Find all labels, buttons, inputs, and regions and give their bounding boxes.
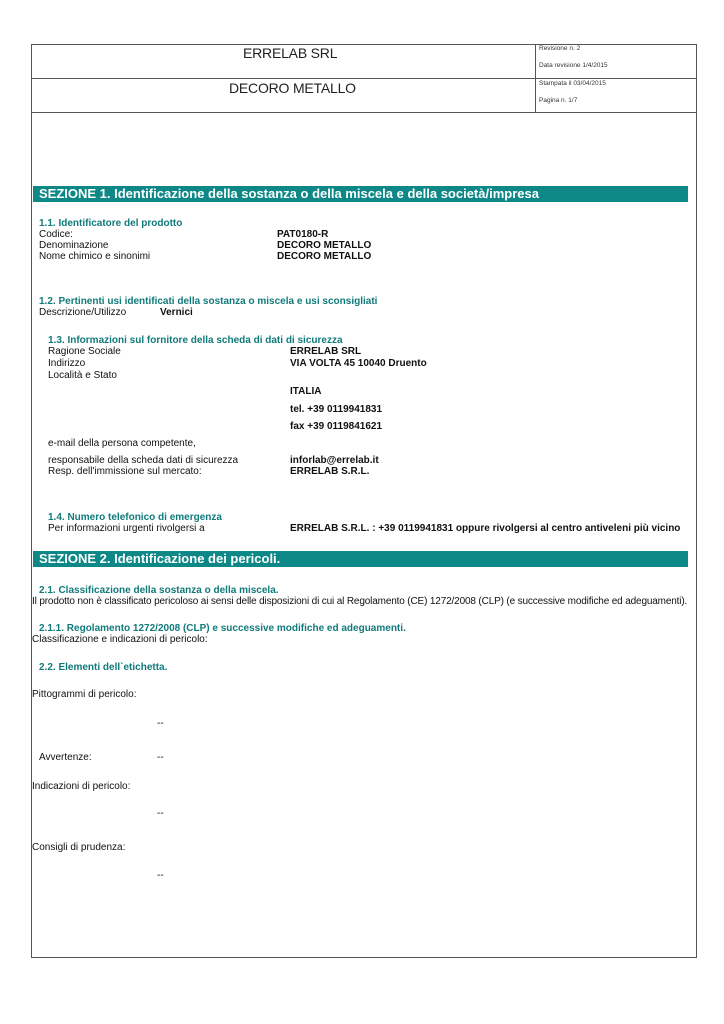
ragione-sociale-label: Ragione Sociale bbox=[48, 346, 121, 357]
indicazioni-value: -- bbox=[157, 808, 164, 819]
section-2-1-1-heading: 2.1.1. Regolamento 1272/2008 (CLP) e successive modifiche ed adeguamenti. bbox=[39, 623, 406, 634]
ragione-sociale-value: ERRELAB SRL bbox=[290, 346, 362, 357]
section-1-3-heading: 1.3. Informazioni sul fornitore della scheda di dati di sicurezza bbox=[48, 335, 343, 346]
section-1-title: SEZIONE 1. Identificazione della sostanza o della miscela e della società/impresa bbox=[33, 186, 688, 202]
indirizzo-label: Indirizzo bbox=[48, 358, 86, 369]
fax-value: fax +39 0119841621 bbox=[290, 421, 383, 432]
header-divider-bottom bbox=[31, 112, 697, 113]
avvertenze-label: Avvertenze: bbox=[39, 752, 92, 763]
emergenza-value: ERRELAB S.R.L. : +39 0119941831 oppure rivolgersi al centro antiveleni più vicino bbox=[290, 523, 681, 534]
section-1-4-heading: 1.4. Numero telefonico di emergenza bbox=[48, 512, 222, 523]
avvertenze-value: -- bbox=[157, 752, 164, 763]
indicazioni-label: Indicazioni di pericolo: bbox=[32, 781, 131, 792]
header-column-divider bbox=[535, 44, 536, 112]
classificazione-text: Il prodotto non è classificato pericoloso ai sensi delle disposizioni di cui al Regolamento (CE) 1272/2008 (CLP) (e successive modifiche ed adeguamenti). bbox=[32, 596, 688, 607]
denominazione-value: DECORO METALLO bbox=[277, 240, 372, 251]
product-name: DECORO METALLO bbox=[229, 80, 356, 96]
nome-chimico-label: Nome chimico e sinonimi bbox=[39, 251, 151, 262]
section-2-2-heading: 2.2. Elementi dell`etichetta. bbox=[39, 662, 168, 673]
responsabile-label: Resp. dell'immissione sul mercato: bbox=[48, 466, 202, 477]
consigli-value: -- bbox=[157, 870, 164, 881]
consigli-label: Consigli di prudenza: bbox=[32, 842, 126, 853]
page-number: Pagina n. 1/7 bbox=[539, 97, 578, 104]
section-2-1-heading: 2.1. Classificazione della sostanza o della miscela. bbox=[39, 585, 279, 596]
localita-label: Località e Stato bbox=[48, 370, 117, 381]
email-value[interactable]: inforlab@errelab.it bbox=[290, 455, 379, 466]
email-label-line1: e-mail della persona competente, bbox=[48, 438, 196, 449]
section-1-1-heading: 1.1. Identificatore del prodotto bbox=[39, 218, 183, 229]
revision-date: Data revisione 1/4/2015 bbox=[539, 62, 608, 69]
codice-value: PAT0180-R bbox=[277, 229, 329, 240]
print-date: Stampata il 03/04/2015 bbox=[539, 80, 606, 87]
revision-number: Revisione n. 2 bbox=[539, 45, 581, 52]
pittogrammi-label: Pittogrammi di pericolo: bbox=[32, 689, 137, 700]
section-2-title: SEZIONE 2. Identificazione dei pericoli. bbox=[33, 551, 688, 567]
classificazione-indicazioni-label: Classificazione e indicazioni di pericolo: bbox=[32, 634, 208, 645]
nome-chimico-value: DECORO METALLO bbox=[277, 251, 372, 262]
tel-value: tel. +39 0119941831 bbox=[290, 404, 383, 415]
email-label-line2: responsabile della scheda dati di sicurezza bbox=[48, 455, 239, 466]
section-1-2-heading: 1.2. Pertinenti usi identificati della sostanza o miscela e usi sconsigliati bbox=[39, 296, 378, 307]
pittogrammi-value: -- bbox=[157, 718, 164, 729]
indirizzo-value: VIA VOLTA 45 10040 Druento bbox=[290, 358, 427, 369]
descrizione-label: Descrizione/Utilizzo bbox=[39, 307, 127, 318]
codice-label: Codice: bbox=[39, 229, 73, 240]
emergenza-label: Per informazioni urgenti rivolgersi a bbox=[48, 523, 205, 534]
descrizione-value: Vernici bbox=[160, 307, 193, 318]
denominazione-label: Denominazione bbox=[39, 240, 109, 251]
responsabile-value: ERRELAB S.R.L. bbox=[290, 466, 370, 477]
stato-value: ITALIA bbox=[290, 386, 322, 397]
page-frame bbox=[31, 44, 697, 958]
company-name: ERRELAB SRL bbox=[243, 45, 338, 61]
header-divider-mid bbox=[31, 78, 697, 79]
